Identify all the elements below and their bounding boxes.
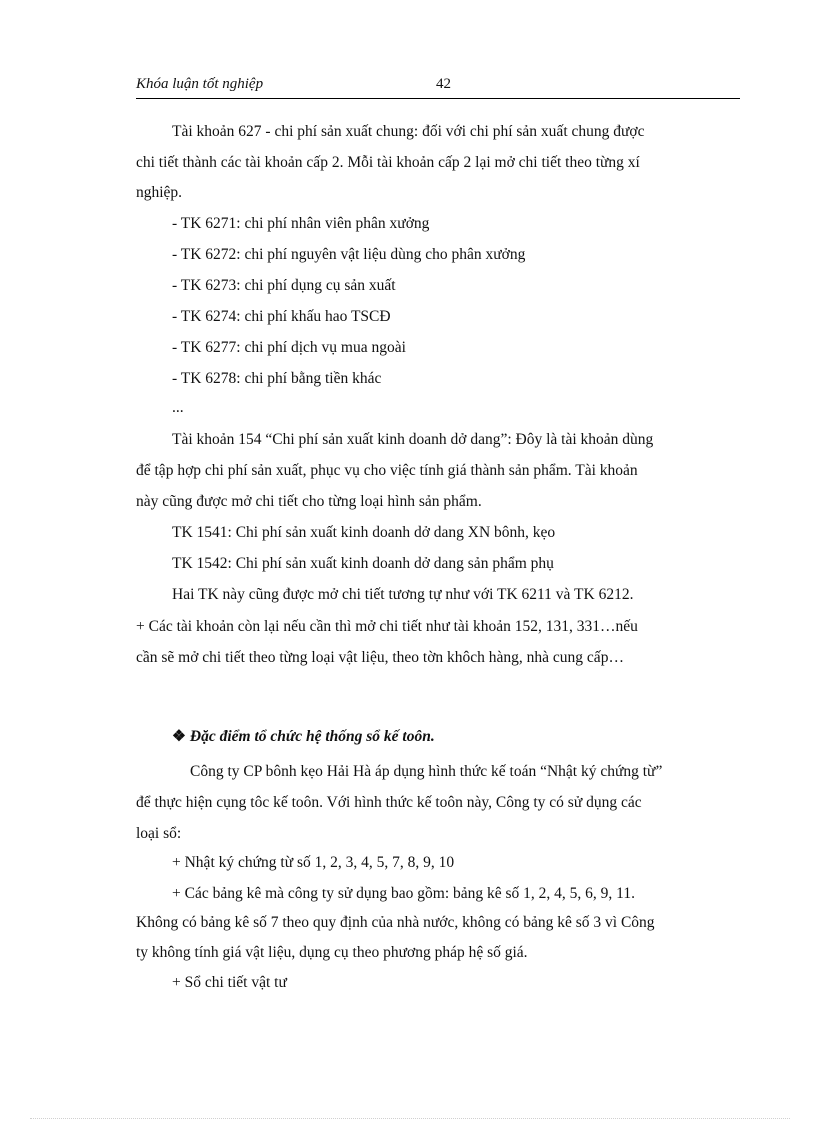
paragraph-627-line-2: chi tiết thành các tài khoản cấp 2. Mỗi tài khoản cấp 2 lại mở chi tiết theo từng xí	[136, 154, 640, 171]
account-1542: TK 1542: Chi phí sản xuất kinh doanh dở dang sản phẩm phụ	[172, 555, 554, 572]
header-title: Khóa luận tốt nghiệp	[136, 76, 264, 92]
paragraph-154-line-2: để tập hợp chi phí sản xuất, phục vụ cho việc tính giá thành sản phẩm. Tài khoản	[136, 462, 638, 479]
paragraph-company-line-2: để thực hiện cụng tôc kế toôn. Với hình thức kế toôn này, Công ty có sử dụng các	[136, 794, 642, 811]
section-heading-text: Đặc điểm tổ chức hệ thống sổ kế toôn.	[189, 728, 435, 745]
paragraph-154-line-3: này cũng được mở chi tiết cho từng loại hình sản phẩm.	[136, 493, 482, 510]
paragraph-627-line-3: nghiệp.	[136, 184, 183, 201]
paragraph-154-line-1: Tài khoản 154 “Chi phí sản xuất kinh doanh dở dang”: Đôy là tài khoản dùng	[172, 431, 654, 448]
account-list-item: - TK 6278: chi phí bằng tiền khác	[172, 370, 382, 387]
books-tables-line-3: ty không tính giá vật liệu, dụng cụ theo phương pháp hệ số giá.	[136, 944, 528, 961]
account-list-item: - TK 6277: chi phí dịch vụ mua ngoài	[172, 339, 406, 356]
paragraph-remaining-line-1: + Các tài khoản còn lại nếu cần thì mở chi tiết như tài khoản 152, 131, 331…nếu	[136, 618, 638, 635]
footer-divider	[30, 1118, 790, 1119]
books-journal: + Nhật ký chứng từ số 1, 2, 3, 4, 5, 7, 8, 9, 10	[172, 854, 455, 871]
page-header	[136, 76, 740, 99]
paragraph-627-line-1: Tài khoản 627 - chi phí sản xuất chung: đối với chi phí sản xuất chung được	[172, 123, 645, 140]
account-list-item: - TK 6271: chi phí nhân viên phân xưởng	[172, 215, 430, 232]
paragraph-company-line-1: Công ty CP bônh kẹo Hải Hà áp dụng hình thức kế toán “Nhật ký chứng từ”	[190, 763, 663, 780]
ellipsis: ...	[172, 399, 184, 416]
section-heading	[172, 727, 435, 747]
books-tables-line-1: + Các bảng kê mà công ty sử dụng bao gồm: bảng kê số 1, 2, 4, 5, 6, 9, 11.	[172, 885, 635, 902]
account-list-item: - TK 6274: chi phí khấu hao TSCĐ	[172, 308, 391, 325]
books-tables-line-2: Không có bảng kê số 7 theo quy định của nhà nước, không có bảng kê số 3 vì Công	[136, 914, 655, 931]
paragraph-detail: Hai TK này cũng được mở chi tiết tương tự như với TK 6211 và TK 6212.	[172, 586, 634, 603]
paragraph-remaining-line-2: cần sẽ mở chi tiết theo từng loại vật liệu, theo tờn khôch hàng, nhà cung cấp…	[136, 649, 624, 666]
account-list-item: - TK 6273: chi phí dụng cụ sản xuất	[172, 277, 396, 294]
account-list-item: - TK 6272: chi phí nguyên vật liệu dùng cho phân xưởng	[172, 246, 526, 263]
books-ledger: + Sổ chi tiết vật tư	[172, 974, 287, 991]
paragraph-company-line-3: loại sổ:	[136, 825, 182, 842]
diamond-bullet-icon: ❖	[172, 728, 186, 745]
account-1541: TK 1541: Chi phí sản xuất kinh doanh dở dang XN bônh, kẹo	[172, 524, 556, 541]
page-number: 42	[436, 76, 451, 92]
